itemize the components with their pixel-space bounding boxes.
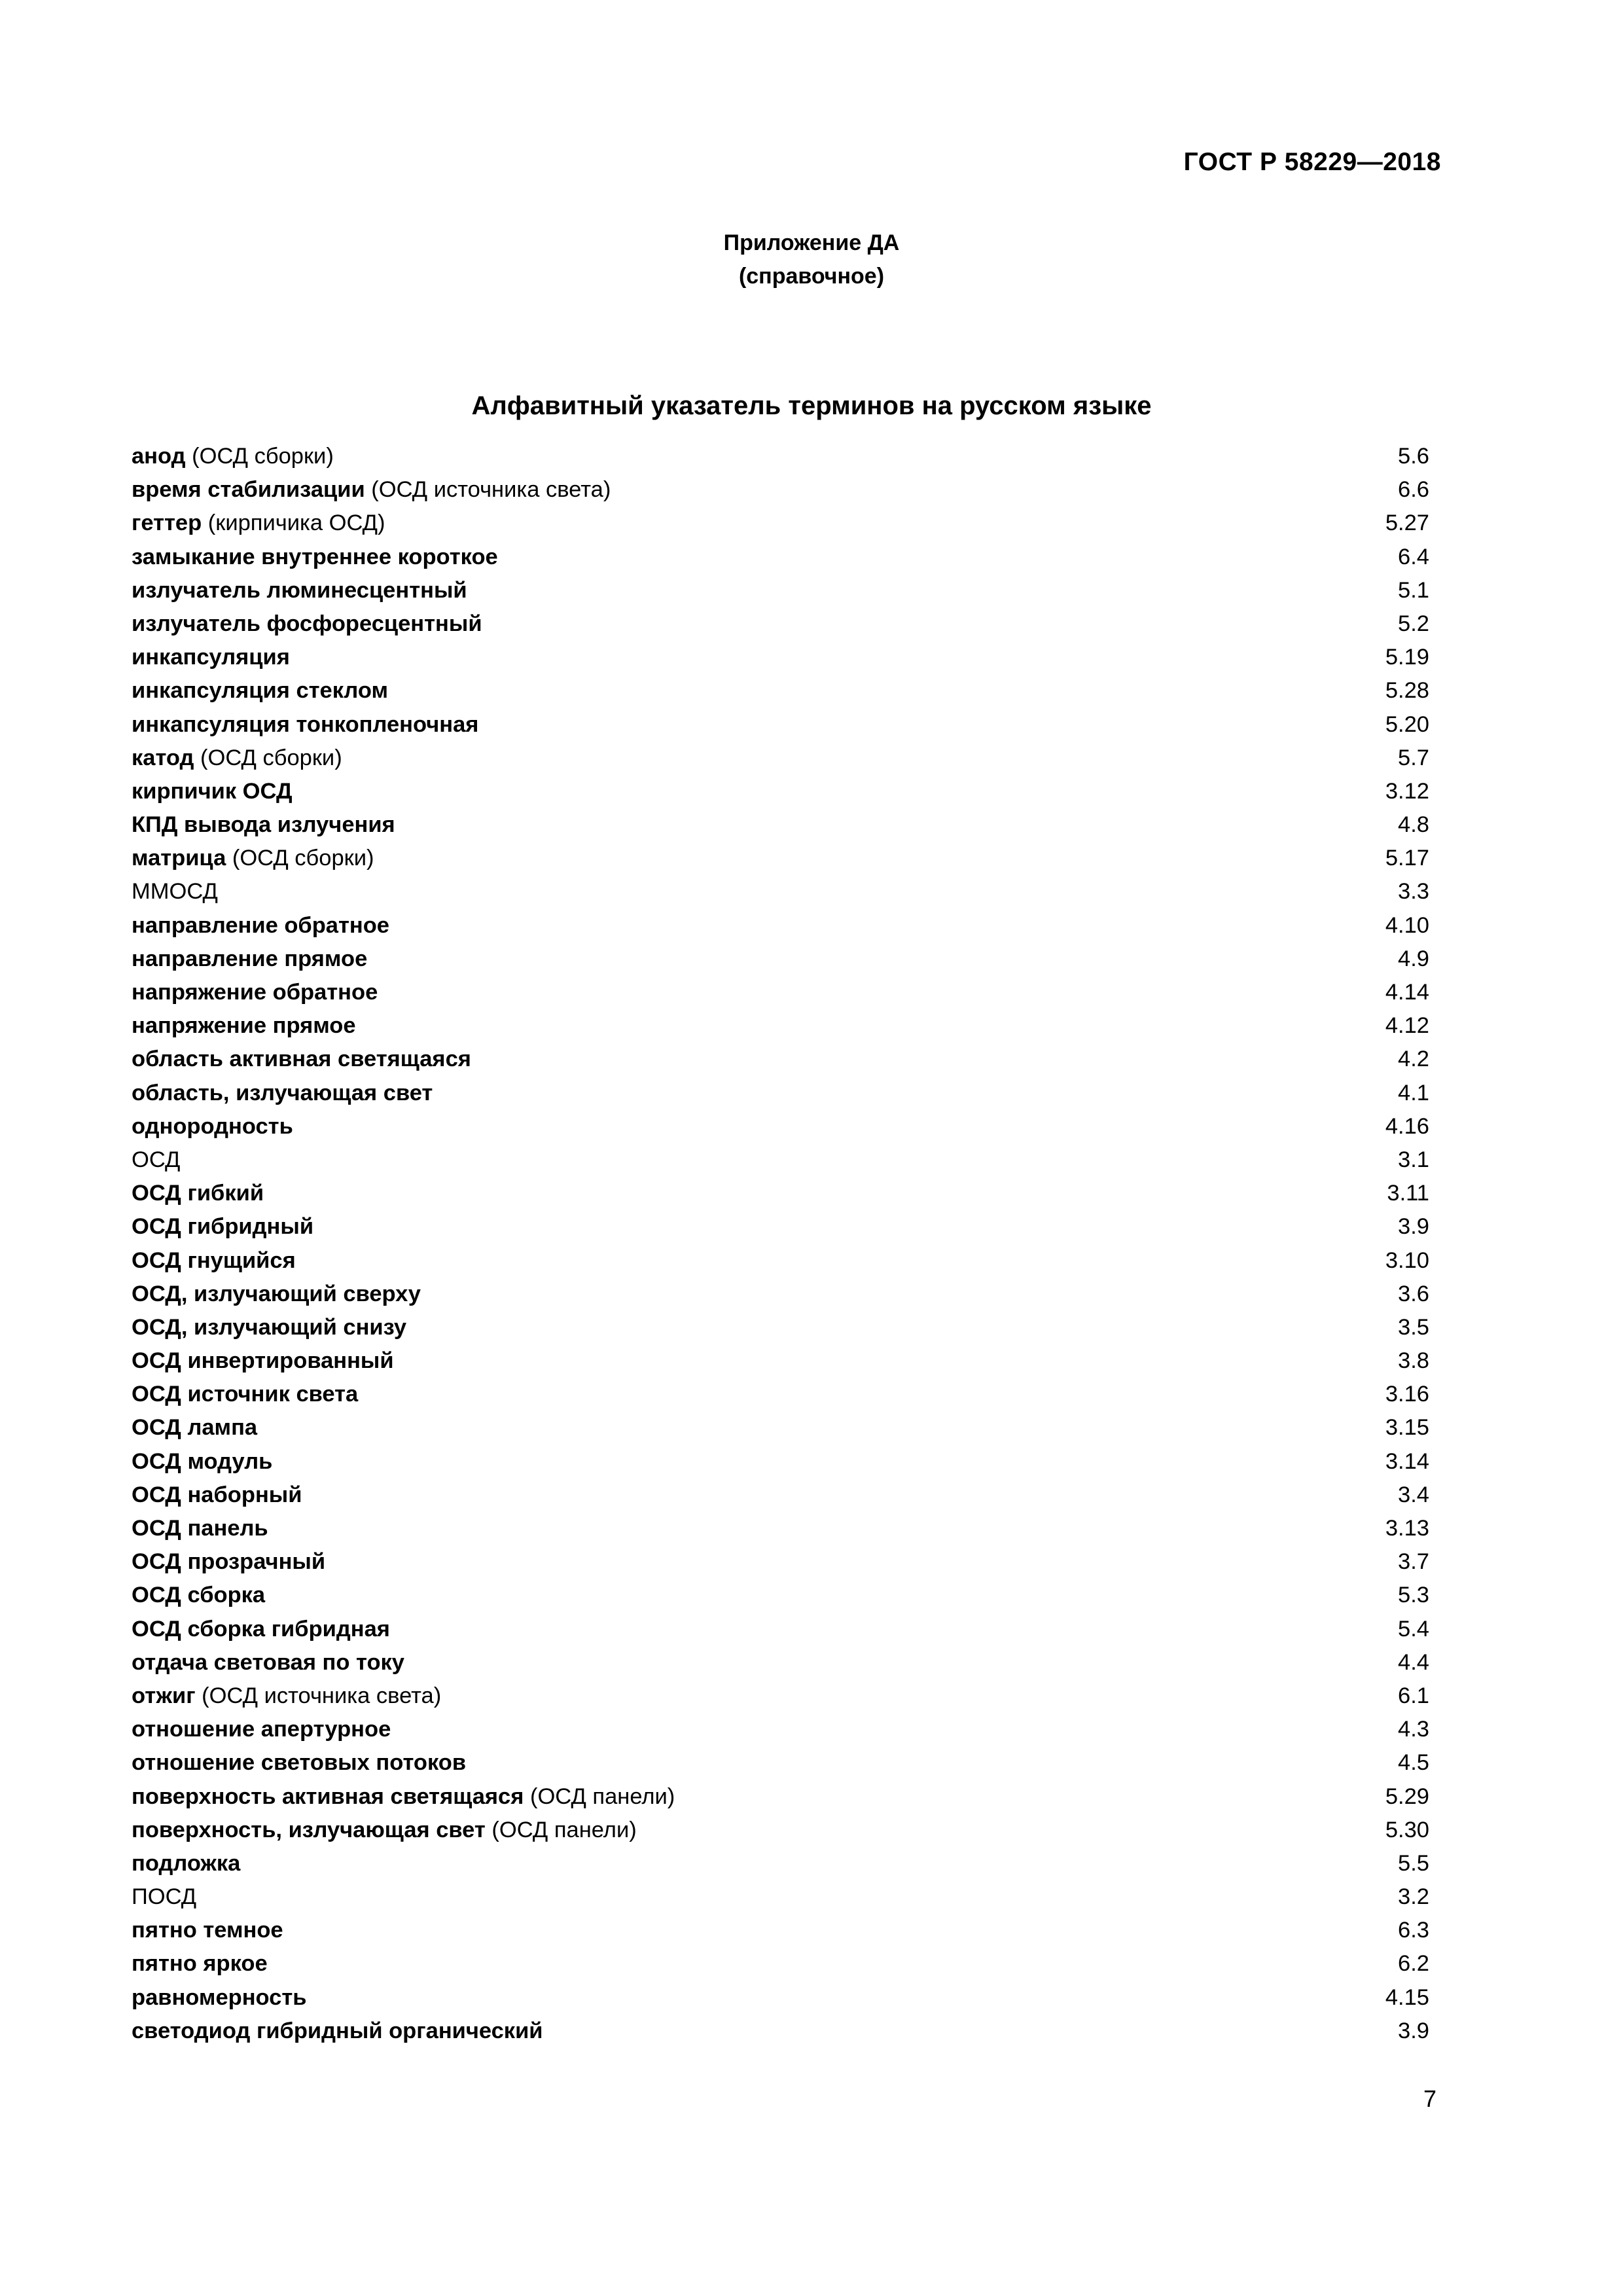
index-entry-term: [132, 1143, 180, 1177]
index-entry-term-text: ОСД: [132, 1147, 181, 1172]
index-entry: [132, 440, 1450, 473]
index-entry: [132, 976, 1450, 1009]
index-entry-term: [132, 1613, 390, 1646]
index-entry-term: [132, 742, 342, 775]
index-entry: [132, 1579, 1450, 1612]
index-entry-term-text: анод: [132, 444, 186, 469]
index-entry-term-text: излучатель фосфоресцентный: [132, 611, 482, 636]
index-entry-term-text: время стабилизации: [132, 477, 365, 503]
index-entry-term: [132, 1512, 268, 1545]
index-entry: [132, 1210, 1450, 1244]
index-entry: [132, 574, 1450, 607]
index-entry-term-text: подложка: [132, 1850, 241, 1876]
index-entry: [132, 1847, 1450, 1880]
index-entry-term-text: отжиг: [132, 1683, 196, 1708]
index-entry-term: [132, 1847, 240, 1880]
index-entry-reference: 5.4: [1398, 1616, 1429, 1641]
index-entry-term: [132, 1880, 196, 1914]
index-entry-reference: 5.27: [1385, 511, 1429, 536]
index-entry-reference: 5.6: [1398, 444, 1429, 469]
index-entry: [132, 1814, 1450, 1847]
index-entry-term: [132, 1545, 325, 1579]
index-entry-term-text: равномерность: [132, 1984, 307, 2010]
index-entry-reference: 5.29: [1385, 1784, 1429, 1809]
index-entry: [132, 1177, 1450, 1210]
index-entry-term-text: отношение апертурное: [132, 1717, 391, 1742]
index-entry-reference: 6.6: [1398, 477, 1429, 503]
index-entry-term: [132, 1646, 404, 1679]
index-entry-term: [132, 674, 388, 708]
index-entry-term: [132, 942, 367, 976]
index-entry-term: [132, 607, 482, 641]
index-entry: [132, 1110, 1450, 1143]
index-entry-reference: 4.16: [1385, 1113, 1429, 1139]
index-entry-term: [132, 1009, 356, 1043]
index-entry: [132, 1278, 1450, 1311]
index-entry: [132, 942, 1450, 976]
index-entry-term-text: направление обратное: [132, 912, 389, 938]
index-entry: [132, 607, 1450, 641]
index-entry-reference: 4.12: [1385, 1013, 1429, 1039]
index-entry: [132, 775, 1450, 808]
index-entry-term: [132, 1177, 264, 1210]
index-entry-reference: 5.7: [1398, 745, 1429, 770]
index-entry-reference: 5.28: [1385, 678, 1429, 704]
index-entry-term: [132, 1679, 441, 1713]
index-entry: [132, 1713, 1450, 1746]
index-entry: [132, 1981, 1450, 2015]
index-entry-reference: 5.2: [1398, 611, 1429, 636]
index-entry: [132, 473, 1450, 507]
index-entry-term: [132, 1579, 265, 1612]
index-entry-reference: 3.4: [1398, 1482, 1429, 1507]
index-entry-term-text: ОСД модуль: [132, 1448, 273, 1474]
index-entry-term: [132, 507, 385, 540]
index-entry-qualifier: (ОСД сборки): [226, 846, 374, 871]
index-entry-term: [132, 1077, 433, 1110]
index-entry: [132, 1512, 1450, 1545]
index-entry-reference: 3.5: [1398, 1314, 1429, 1340]
index-entry-term-text: ОСД наборный: [132, 1482, 302, 1507]
index-entry-term: [132, 440, 334, 473]
index-entry-reference: 5.20: [1385, 711, 1429, 737]
index-entry-reference: 3.11: [1387, 1181, 1429, 1206]
index-entry-term: [132, 1713, 391, 1746]
index-entry-term-text: пятно яркое: [132, 1951, 268, 1977]
document-header-standard-id: ГОСТ Р 58229—2018: [1183, 148, 1441, 176]
index-entry: [132, 842, 1450, 875]
page-number: 7: [1423, 2085, 1436, 2112]
index-entry-reference: 3.7: [1398, 1549, 1429, 1575]
index-entry-term-text: поверхность активная светящаяся: [132, 1784, 524, 1809]
index-entry-reference: 3.14: [1385, 1448, 1429, 1474]
index-entry-reference: 4.2: [1398, 1047, 1429, 1072]
index-entry-term: [132, 641, 290, 674]
index-entry-term: [132, 1378, 358, 1411]
index-entry-term-text: однородность: [132, 1113, 293, 1139]
index-entry-term: [132, 1914, 283, 1947]
index-entry-qualifier: (ОСД сборки): [185, 444, 334, 469]
index-entry-term: [132, 976, 378, 1009]
index-entry-reference: 3.1: [1398, 1147, 1429, 1172]
index-entry-reference: 6.2: [1398, 1951, 1429, 1977]
index-entry-term: [132, 1780, 675, 1814]
index-entry-term: [132, 2015, 543, 2048]
index-entry-reference: 5.19: [1385, 645, 1429, 670]
index-entry: [132, 1043, 1450, 1076]
index-entry-term: [132, 875, 218, 908]
index-entry: [132, 2015, 1450, 2048]
index-entry: [132, 1613, 1450, 1646]
index-entry-term-text: отношение световых потоков: [132, 1750, 467, 1776]
index-entry-term: [132, 808, 395, 842]
index-entry-term: [132, 1445, 272, 1479]
index-entry-term-text: геттер: [132, 511, 202, 536]
index-entry: [132, 1143, 1450, 1177]
index-entry-term-text: ОСД сборка: [132, 1583, 266, 1608]
index-entry-term: [132, 1110, 293, 1143]
index-entry-reference: 6.1: [1398, 1683, 1429, 1708]
index-entry-term: [132, 1479, 302, 1512]
index-entry-term-text: ОСД гнущийся: [132, 1247, 296, 1273]
index-entry-reference: 3.6: [1398, 1281, 1429, 1306]
index-entry: [132, 1445, 1450, 1479]
index-entry: [132, 1344, 1450, 1378]
index-entry-reference: 4.5: [1398, 1750, 1429, 1776]
index-entry-term: [132, 708, 478, 742]
index-entry-reference: 3.15: [1385, 1415, 1429, 1441]
index-entry-reference: 6.4: [1398, 544, 1429, 569]
index-entry-reference: 4.10: [1385, 912, 1429, 938]
index-entry: [132, 1947, 1450, 1981]
index-entry-term-text: отдача световая по току: [132, 1649, 404, 1675]
index-entry-term: [132, 909, 389, 942]
index-entry-reference: 3.2: [1398, 1884, 1429, 1910]
index-entry-qualifier: (ОСД источника света): [195, 1683, 442, 1708]
index-entry: [132, 1311, 1450, 1344]
index-entry: [132, 1880, 1450, 1914]
index-entry: [132, 641, 1450, 674]
index-entry-term-text: ОСД гибкий: [132, 1181, 264, 1206]
index-entry: [132, 1679, 1450, 1713]
index-entry: [132, 1746, 1450, 1780]
index-entry: [132, 1411, 1450, 1444]
index-entry-reference: 4.4: [1398, 1649, 1429, 1675]
index-entry: [132, 1244, 1450, 1278]
index-entry-term: [132, 1244, 296, 1278]
index-entry-reference: 3.10: [1385, 1247, 1429, 1273]
index-entry-term-text: кирпичик ОСД: [132, 778, 293, 804]
index-entry-reference: 5.17: [1385, 846, 1429, 871]
index-entry-reference: 4.3: [1398, 1717, 1429, 1742]
index-entry-term: [132, 473, 611, 507]
index-entry-reference: 3.13: [1385, 1516, 1429, 1541]
index-entry-term-text: ОСД прозрачный: [132, 1549, 326, 1575]
index-entry-term: [132, 1981, 306, 2015]
index-entry-term-text: напряжение прямое: [132, 1013, 356, 1039]
appendix-heading: [0, 226, 1623, 293]
index-entry-term-text: инкапсуляция тонкопленочная: [132, 711, 479, 737]
index-entry-term-text: напряжение обратное: [132, 980, 378, 1005]
index-entry-term-text: инкапсуляция стеклом: [132, 678, 388, 704]
index-entry: [132, 1646, 1450, 1679]
index-entry-qualifier: (ОСД сборки): [194, 745, 342, 770]
index-entry-term: [132, 1411, 257, 1444]
index-entry-term-text: ММОСД: [132, 879, 218, 905]
index-entry-reference: 3.3: [1398, 879, 1429, 905]
index-entry-term-text: замыкание внутреннее короткое: [132, 544, 498, 569]
index-entry: [132, 742, 1450, 775]
index-entry-term-text: ОСД источник света: [132, 1382, 359, 1407]
index-entry-reference: 6.3: [1398, 1918, 1429, 1943]
index-entry-term: [132, 1814, 637, 1847]
index-entry-term-text: область, излучающая свет: [132, 1080, 433, 1105]
index-entry-term-text: ОСД, излучающий сверху: [132, 1281, 421, 1306]
index-entry-qualifier: (ОСД источника света): [365, 477, 611, 503]
index-entry-term-text: катод: [132, 745, 194, 770]
index-entry-term: [132, 1746, 466, 1780]
index-entry-reference: 3.16: [1385, 1382, 1429, 1407]
index-entry-qualifier: (ОСД панели): [485, 1817, 637, 1842]
index-entry: [132, 1780, 1450, 1814]
index-entry: [132, 1479, 1450, 1512]
appendix-title: Приложение ДА: [723, 230, 900, 255]
index-entry-reference: 4.1: [1398, 1080, 1429, 1105]
index-entry-term-text: направление прямое: [132, 946, 368, 971]
index-entry-term: [132, 574, 467, 607]
index-entry-term-text: ОСД, излучающий снизу: [132, 1314, 407, 1340]
index-entry-reference: 5.3: [1398, 1583, 1429, 1608]
index-entry-reference: 4.8: [1398, 812, 1429, 838]
appendix-subtitle: (справочное): [738, 264, 885, 289]
index-entry-term-text: матрица: [132, 846, 226, 871]
index-entry-term-text: ОСД гибридный: [132, 1214, 314, 1240]
index-title: Алфавитный указатель терминов на русском языке: [471, 391, 1152, 420]
index-entry-reference: 4.9: [1398, 946, 1429, 971]
index-entry: [132, 541, 1450, 574]
index-entry-qualifier: (кирпичика ОСД): [202, 511, 385, 536]
index-entry-term-text: КПД вывода излучения: [132, 812, 395, 838]
index-entry-qualifier: (ОСД панели): [524, 1784, 675, 1809]
index-entry-term-text: излучатель люминесцентный: [132, 577, 467, 603]
index-entry: [132, 808, 1450, 842]
index-entry-term-text: область активная светящаяся: [132, 1047, 471, 1072]
index-entry-reference: 4.15: [1385, 1984, 1429, 2010]
term-index-list: [132, 440, 1450, 2048]
index-entry-reference: 3.12: [1385, 778, 1429, 804]
index-entry: [132, 674, 1450, 708]
index-entry-term-text: ОСД инвертированный: [132, 1348, 394, 1374]
index-entry-term: [132, 1043, 471, 1076]
index-entry-term: [132, 1278, 421, 1311]
index-entry: [132, 1545, 1450, 1579]
index-entry-reference: 5.1: [1398, 577, 1429, 603]
index-entry-term: [132, 842, 374, 875]
index-entry: [132, 1378, 1450, 1411]
index-entry-reference: 5.30: [1385, 1817, 1429, 1842]
index-entry-term-text: светодиод гибридный органический: [132, 2018, 543, 2043]
index-entry: [132, 1009, 1450, 1043]
index-entry: [132, 1077, 1450, 1110]
index-entry-term-text: ОСД лампа: [132, 1415, 258, 1441]
index-entry-term-text: поверхность, излучающая свет: [132, 1817, 486, 1842]
index-entry: [132, 875, 1450, 908]
index-entry: [132, 909, 1450, 942]
index-entry: [132, 507, 1450, 540]
index-entry-reference: 3.8: [1398, 1348, 1429, 1374]
index-entry-term: [132, 775, 293, 808]
index-entry-term-text: инкапсуляция: [132, 645, 290, 670]
index-entry-term-text: ПОСД: [132, 1884, 197, 1910]
index-entry-reference: 5.5: [1398, 1850, 1429, 1876]
index-entry-term: [132, 1344, 394, 1378]
index-entry: [132, 708, 1450, 742]
index-entry-term: [132, 1311, 406, 1344]
index-entry-reference: 4.14: [1385, 980, 1429, 1005]
index-entry-term-text: ОСД сборка гибридная: [132, 1616, 390, 1641]
index-entry-term-text: ОСД панель: [132, 1516, 268, 1541]
index-entry-reference: 3.9: [1398, 1214, 1429, 1240]
index-entry: [132, 1914, 1450, 1947]
index-entry-reference: 3.9: [1398, 2018, 1429, 2043]
index-entry-term-text: пятно темное: [132, 1918, 283, 1943]
index-entry-term: [132, 1210, 313, 1244]
index-entry-term: [132, 541, 498, 574]
index-entry-term: [132, 1947, 268, 1981]
